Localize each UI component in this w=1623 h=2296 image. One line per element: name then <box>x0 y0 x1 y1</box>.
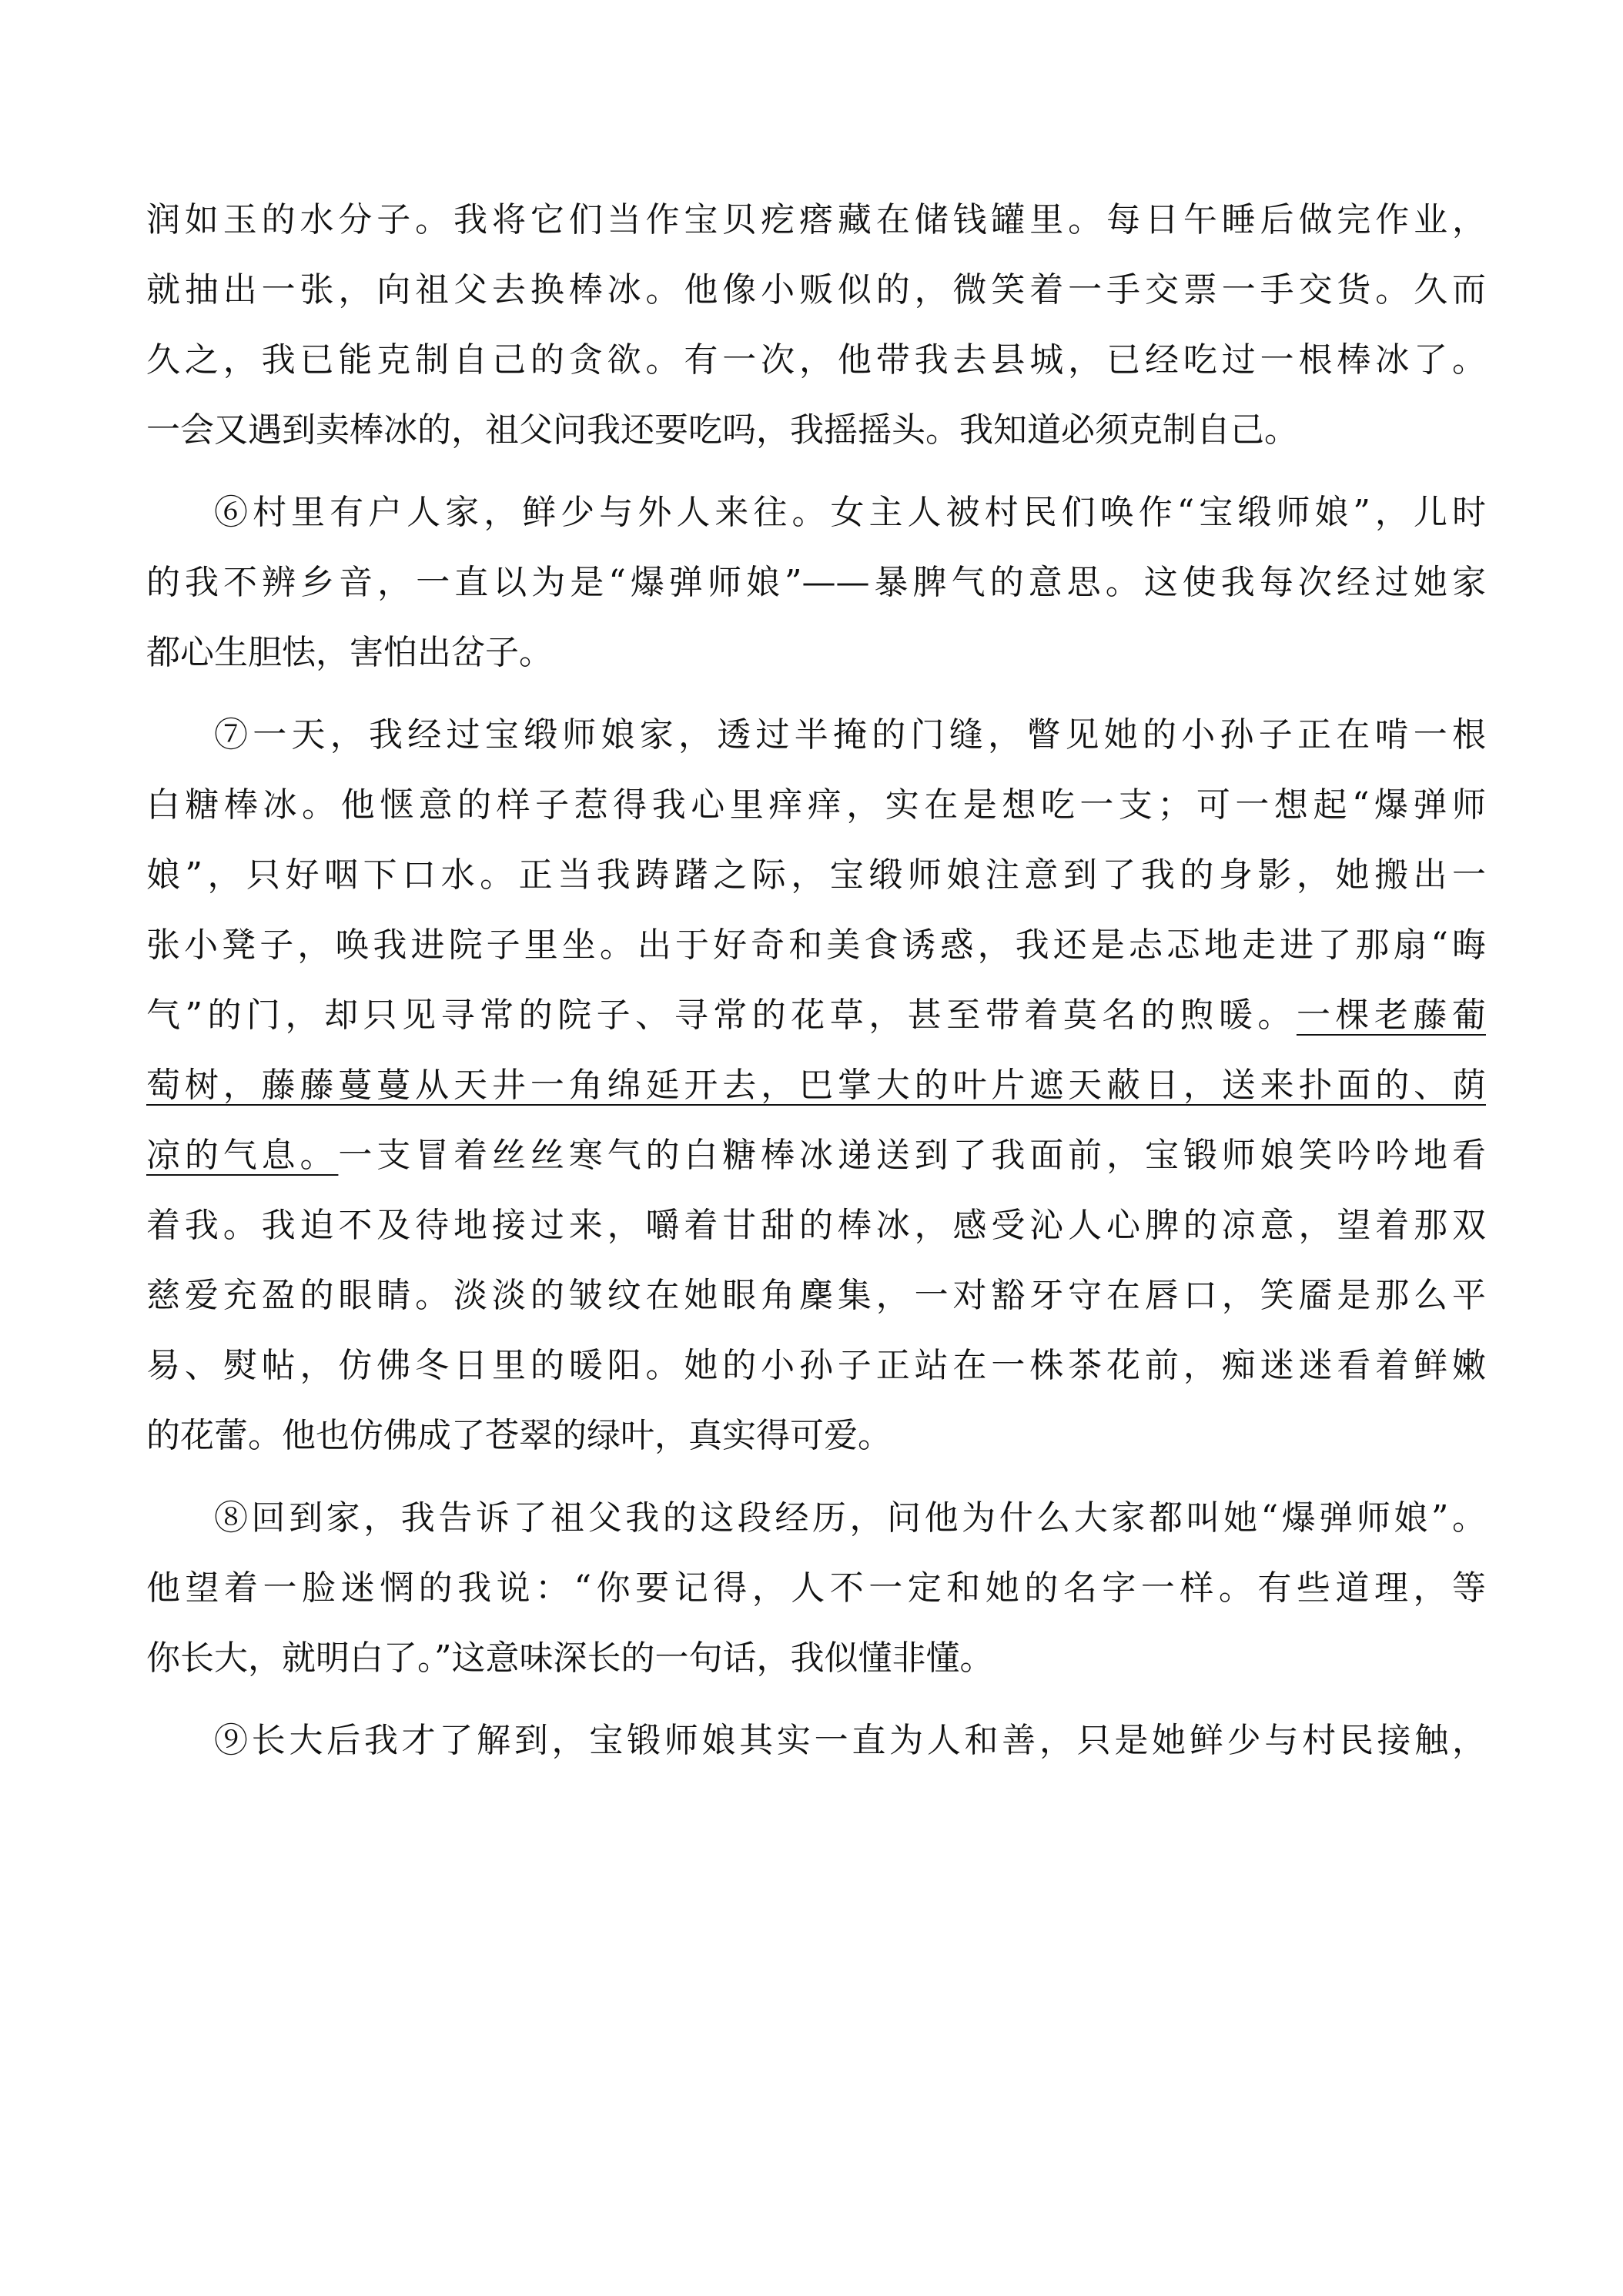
text-line: 慈爱充盈的眼睛。淡淡的皱纹在她眼角麇集，一对豁牙守在唇口，笑靥是那么平 <box>146 1276 1486 1315</box>
text-line: 就抽出一张，向祖父去换棒冰。他像小贩似的，微笑着一手交票一手交货。久而 <box>146 270 1486 310</box>
text-line: ⑥村里有户人家，鲜少与外人来往。女主人被村民们唤作“宝缎师娘”，儿时 <box>214 493 1486 532</box>
text-line: 都心生胆怯，害怕出岔子。 <box>146 633 553 672</box>
paragraph-7 <box>146 700 1486 1471</box>
text-line: 白糖棒冰。他惬意的样子惹得我心里痒痒，实在是想吃一支；可一想起“爆弹师 <box>146 785 1486 825</box>
document-page <box>146 185 1486 1776</box>
text-line: 润如玉的水分子。我将它们当作宝贝疙瘩藏在储钱罐里。每日午睡后做完作业， <box>146 200 1486 239</box>
text-line: ⑨长大后我才了解到，宝锻师娘其实一直为人和善，只是她鲜少与村民接触， <box>214 1721 1486 1760</box>
plain-text: 气”的门，却只见寻常的院子、寻常的花草，甚至带着莫名的煦暖。 <box>146 996 1297 1035</box>
paragraph-continuation <box>146 185 1486 465</box>
underlined-text: 萄树，藤藤蔓蔓从天井一角绵延开去，巴掌大的叶片遮天蔽日，送来扑面的、荫 <box>146 1066 1486 1105</box>
text-line: ⑧回到家，我告诉了祖父我的这段经历，问他为什么大家都叫她“爆弹师娘”。 <box>214 1498 1486 1538</box>
text-line: ⑦一天，我经过宝缎师娘家，透过半掩的门缝，瞥见她的小孙子正在啃一根 <box>214 715 1486 755</box>
text-line: 你长大，就明白了。”这意味深长的一句话，我似懂非懂。 <box>146 1638 994 1678</box>
text-line: 娘”，只好咽下口水。正当我踌躇之际，宝缎师娘注意到了我的身影，她搬出一 <box>146 855 1486 895</box>
text-line: 一会又遇到卖棒冰的，祖父问我还要吃吗，我摇摇头。我知道必须克制自己。 <box>146 410 1298 450</box>
paragraph-6 <box>146 477 1486 688</box>
text-line: 他望着一脸迷惘的我说：“你要记得，人不一定和她的名字一样。有些道理，等 <box>146 1568 1486 1608</box>
text-line: 的花蕾。他也仿佛成了苍翠的绿叶，真实得可爱。 <box>146 1416 892 1455</box>
text-line: 久之，我已能克制自己的贪欲。有一次，他带我去县城，已经吃过一根棒冰了。 <box>146 340 1486 380</box>
text-line <box>146 980 1486 1050</box>
text-line: 着我。我迫不及待地接过来，嚼着甘甜的棒冰，感受沁人心脾的凉意，望着那双 <box>146 1206 1486 1245</box>
text-line: 张小凳子，唤我进院子里坐。出于好奇和美食诱惑，我还是忐忑地走进了那扇“晦 <box>146 925 1486 965</box>
text-line <box>146 1050 1486 1120</box>
plain-text: 一支冒着丝丝寒气的白糖棒冰递送到了我面前，宝锻师娘笑吟吟地看 <box>338 1136 1487 1175</box>
underlined-text: 凉的气息。 <box>146 1136 339 1175</box>
paragraph-8 <box>146 1483 1486 1693</box>
text-line <box>146 1120 1486 1190</box>
underlined-text: 一棵老藤葡 <box>1296 996 1486 1035</box>
text-line: 易、熨帖，仿佛冬日里的暖阳。她的小孙子正站在一株茶花前，痴迷迷看着鲜嫩 <box>146 1346 1486 1385</box>
text-line: 的我不辨乡音，一直以为是“爆弹师娘”——暴脾气的意思。这使我每次经过她家 <box>146 563 1486 602</box>
paragraph-9 <box>146 1705 1486 1776</box>
